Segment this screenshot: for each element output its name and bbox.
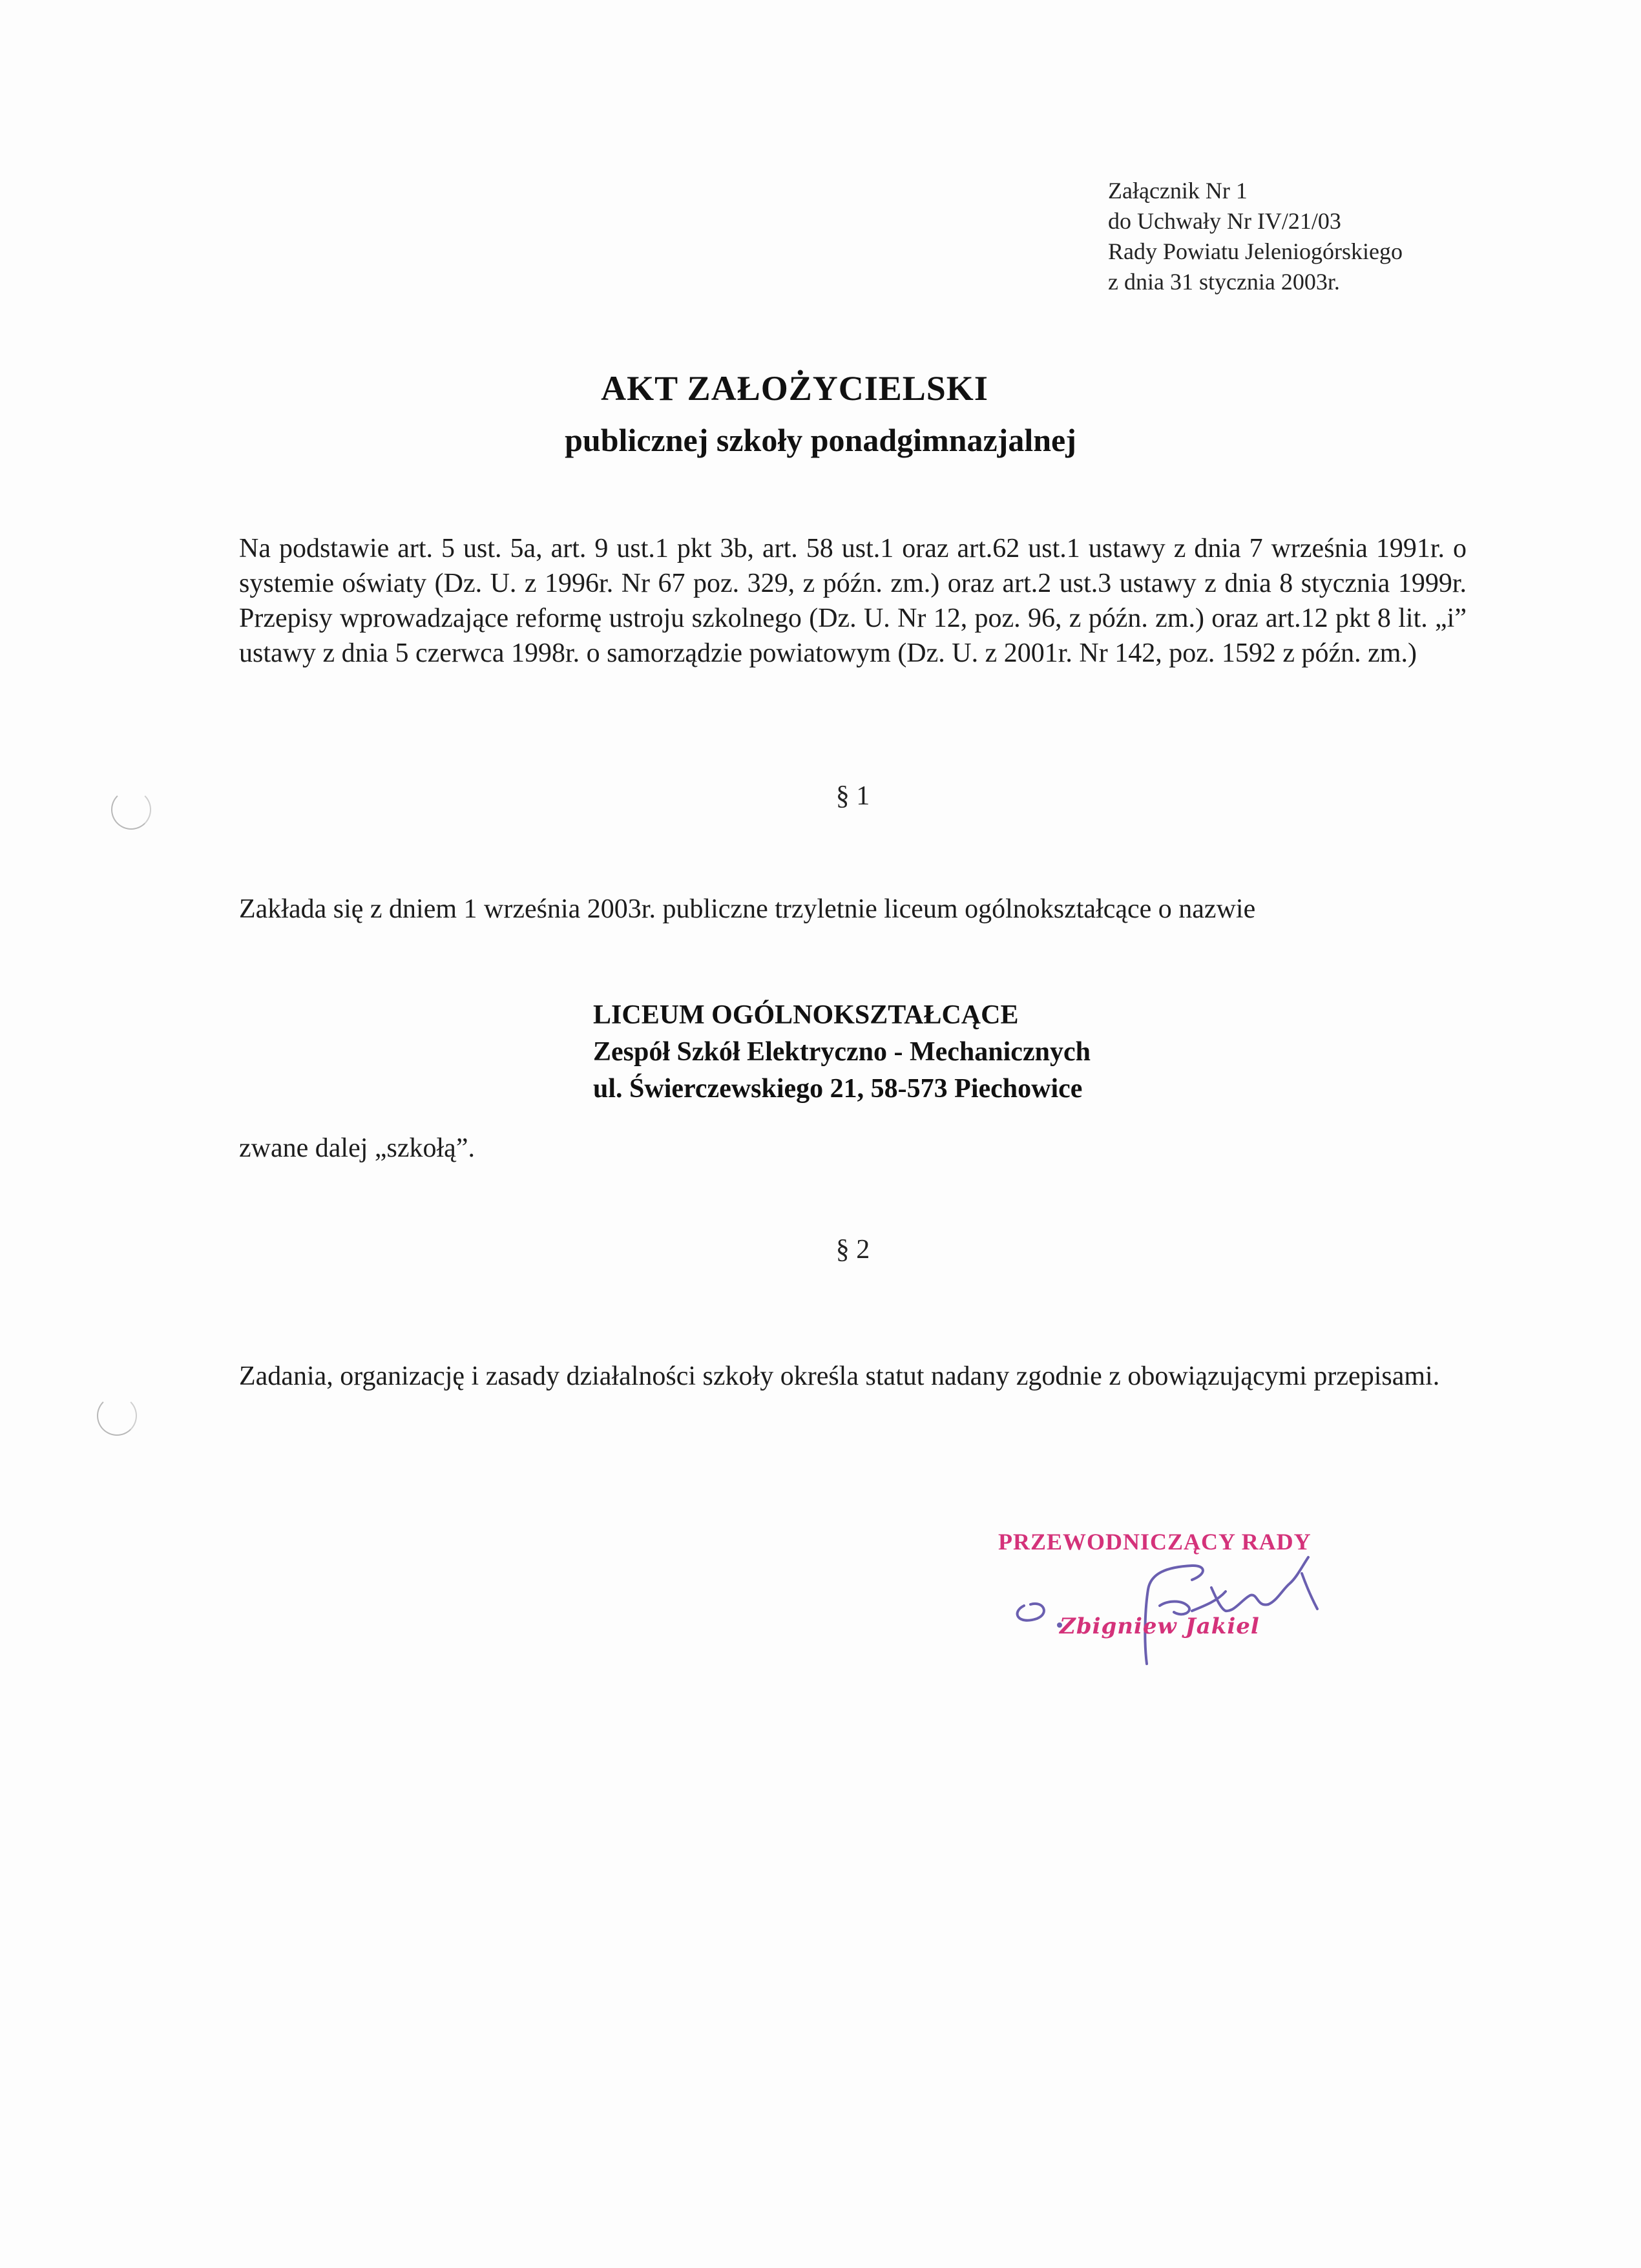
annex-line-3: Rady Powiatu Jeleniogórskiego: [1108, 238, 1403, 264]
stamp-name: Zbigniew Jakiel: [1060, 1613, 1260, 1639]
annex-line-1: Załącznik Nr 1: [1108, 178, 1248, 204]
section-1-heading: § 1: [835, 781, 870, 811]
document-title: AKT ZAŁOŻYCIELSKI: [601, 369, 988, 408]
school-called-text: zwane dalej „szkołą”.: [239, 1133, 475, 1163]
school-name: LICEUM OGÓLNOKSZTAŁCĄCE: [593, 1000, 1019, 1030]
legal-basis-paragraph: Na podstawie art. 5 ust. 5a, art. 9 ust.1 pkt 3b, art. 58 ust.1 oraz art.62 ust.1 ustawy z dnia 7 września 1991r. o systemie oświaty (Dz. U. z 1996r. Nr 67 poz. 329, z późn. zm.) oraz art.2 ust.3 ustawy z dnia 8 stycznia 1999r. Przepisy wprowadzające reformę ustroju szkolnego (Dz. U. Nr 12, poz. 96, z późn. zm.) oraz art.12 pkt 8 lit. „i” ustawy z dnia 5 czerwca 1998r. o samorządzie powiatowym (Dz. U. z 2001r. Nr 142, poz. 1592 z późn. zm.): [239, 534, 1467, 668]
school-address: ul. Świerczewskiego 21, 58-573 Piechowice: [593, 1074, 1083, 1104]
stamp-title: PRZEWODNICZĄCY RADY: [998, 1529, 1312, 1555]
section-2-heading: § 2: [835, 1235, 870, 1265]
chairman-stamp: [998, 1528, 1360, 1683]
school-complex: Zespół Szkół Elektryczno - Mechanicznych: [593, 1037, 1091, 1067]
section-2-text: Zadania, organizację i zasady działalności szkoły określa statut nadany zgodnie z obowiązującymi przepisami.: [239, 1361, 1440, 1391]
handwritten-signature: [998, 1528, 1360, 1683]
annex-reference: [1108, 176, 1403, 297]
document-subtitle: publicznej szkoły ponadgimnazjalnej: [565, 422, 1076, 458]
school-name-block: [593, 997, 1091, 1108]
punch-hole-mark: [97, 1396, 137, 1436]
section-1-text: Zakłada się z dniem 1 września 2003r. publiczne trzyletnie liceum ogólnokształcące o nazwie: [239, 894, 1256, 924]
annex-line-2: do Uchwały Nr IV/21/03: [1108, 208, 1341, 234]
annex-line-4: z dnia 31 stycznia 2003r.: [1108, 269, 1340, 295]
